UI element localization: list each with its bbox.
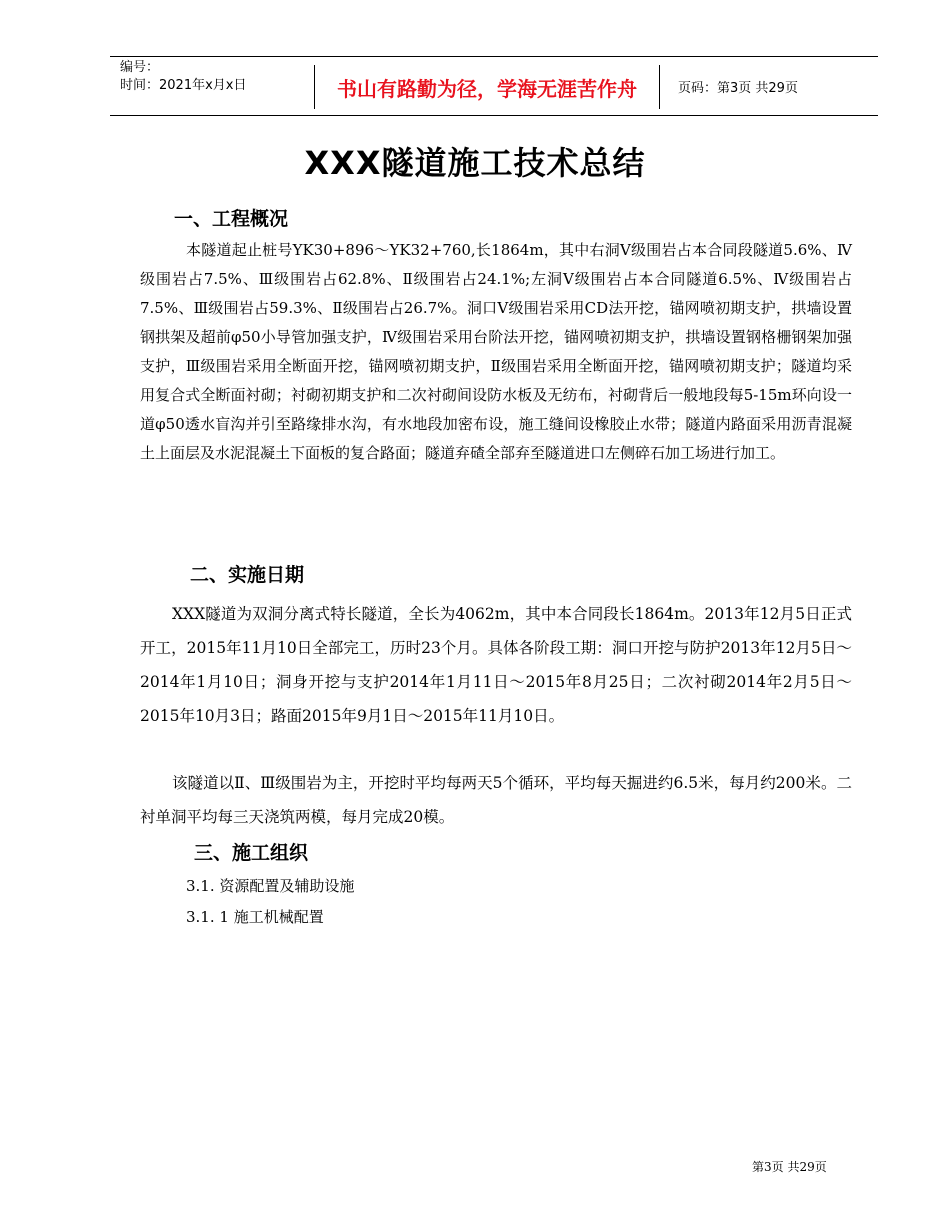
subsection-machinery: 3.1. 1 施工机械配置 [186, 908, 324, 926]
header-meta [120, 59, 310, 95]
section-heading-overview: 一、工程概况 [174, 208, 289, 230]
section-heading-schedule: 二、实施日期 [190, 564, 305, 586]
progress-paragraph: 该隧道以Ⅱ、Ⅲ级围岩为主，开挖时平均每两天5个循环，平均每天掘进约6.5米，每月约200米。二衬单洞平均每三天浇筑两模，每月完成20模。 [140, 774, 852, 826]
document-number-label: 编号： [120, 60, 160, 75]
page-header [110, 56, 878, 116]
section-heading-organization: 三、施工组织 [194, 842, 309, 864]
subsection-resources: 3.1. 资源配置及辅助设施 [186, 877, 355, 895]
page-footer: 第3页 共29页 [752, 1160, 827, 1174]
header-motto: 书山有路勤为径，学海无涯苦作舟 [314, 65, 660, 109]
header-page-number: 页码：第3页 共29页 [678, 81, 798, 96]
document-title: XXX隧道施工技术总结 [304, 144, 646, 182]
overview-paragraph: 本隧道起止桩号YK30+896～YK32+760,长1864m，其中右洞Ⅴ级围岩占本合同段隧道5.6%、Ⅳ级围岩占7.5%、Ⅲ级围岩占62.8%、Ⅱ级围岩占24.1%;左洞Ⅴ级围岩占本合同隧道6.5%、Ⅳ级围岩占7.5%、Ⅲ级围岩占59.3%、Ⅱ级围岩占26.7%。洞口Ⅴ级围岩采用CD法开挖，锚网喷初期支护，拱墙设置钢拱架及超前φ50小导管加强支护，Ⅳ级围岩采用台阶法开挖，锚网喷初期支护，拱墙设置钢格栅钢架加强支护，Ⅲ级围岩采用全断面开挖，锚网喷初期支护，Ⅱ级围岩采用全断面开挖，锚网喷初期支护；隧道均采用复合式全断面衬砌；衬砌初期支护和二次衬砌间设防水板及无纺布，衬砌背后一般地段每5-15m环向设一道φ50透水盲沟并引至路缘排水沟，有水地段加密布设，施工缝间设橡胶止水带；隧道内路面采用沥青混凝土上面层及水泥混凝土下面板的复合路面；隧道弃碴全部弃至隧道进口左侧碎石加工场进行加工。 [140, 241, 852, 462]
schedule-paragraph: XXX隧道为双洞分离式特长隧道，全长为4062m，其中本合同段长1864m。2013年12月5日正式开工，2015年11月10日全部完工，历时23个月。具体各阶段工期：洞口开挖与防护2013年12月5日～2014年1月10日；洞身开挖与支护2014年1月11日～2015年8月25日；二次衬砌2014年2月5日～2015年10月3日；路面2015年9月1日～2015年11月10日。 [140, 605, 852, 725]
document-time-label: 时间：2021年x月x日 [120, 78, 247, 93]
